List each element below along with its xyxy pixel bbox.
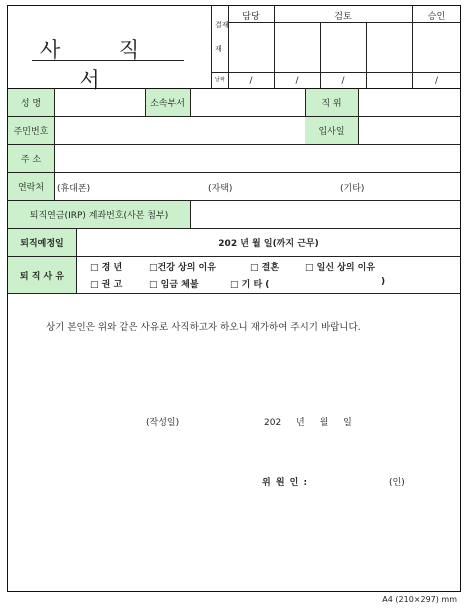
approval-col-3: 승인 (427, 11, 446, 22)
reason-other-close-paren: ) (381, 277, 386, 287)
paper-size-footer: A4 (210×297) mm (382, 595, 457, 604)
reason-checkbox-recommendation[interactable]: □ 권 고 (90, 280, 123, 290)
approval-col-1: 담당 (242, 11, 260, 22)
approval-date-slash[interactable]: / (249, 75, 253, 86)
reason-checkbox-personal[interactable]: □ 일신 상의 이유 (305, 263, 376, 273)
address-input[interactable] (55, 145, 460, 172)
written-date-label: (작성일) (146, 418, 180, 428)
position-label: 직 위 (305, 89, 358, 116)
pension-account-input[interactable] (191, 201, 460, 228)
resident-number-input[interactable] (55, 117, 305, 144)
reason-label: 퇴 직 사 유 (8, 257, 76, 293)
join-date-label: 입사일 (305, 117, 358, 144)
seal-mark: (인) (389, 478, 405, 488)
title-underline (32, 60, 184, 61)
contact-mobile[interactable]: (휴대폰) (57, 184, 91, 194)
reason-checkbox-aging[interactable]: □ 경 년 (90, 263, 123, 273)
reason-checkbox-other[interactable]: □ 기 타 ( (230, 280, 270, 290)
name-label: 성 명 (8, 89, 54, 116)
contact-label: 연락처 (8, 173, 54, 200)
applicant-name-input[interactable] (322, 470, 382, 488)
approval-date-slash[interactable]: / (341, 75, 345, 86)
approval-date-slash[interactable]: / (295, 75, 299, 86)
resident-number-label: 주민번호 (8, 117, 54, 144)
approval-col-2: 검토 (334, 11, 352, 22)
planned-date-value[interactable]: 202 년 월 일(까지 근무) (218, 239, 319, 249)
contact-other[interactable]: (기타) (340, 184, 365, 194)
applicant-label: 위 원 인 : (262, 478, 309, 488)
address-label: 주 소 (8, 145, 54, 172)
approval-date-slash[interactable]: / (434, 75, 439, 86)
department-input[interactable] (191, 89, 305, 116)
approval-side-label-2: 재 (215, 45, 222, 53)
reason-checkbox-unpaid-wages[interactable]: □ 임금 체불 (149, 280, 199, 290)
approval-date-label: 날짜 (215, 77, 225, 83)
reason-checkbox-health[interactable]: □건강 상의 이유 (149, 263, 216, 273)
reason-checkbox-marriage[interactable]: □ 결혼 (250, 263, 280, 273)
join-date-input[interactable] (359, 117, 460, 144)
contact-home[interactable]: (자택) (208, 184, 233, 194)
planned-date-label: 퇴직예정일 (8, 229, 76, 256)
approval-side-label: 결재 (215, 21, 229, 29)
pension-account-label: 퇴직연금(IRP) 계좌번호(사본 첨부) (8, 201, 190, 228)
approval-left-border (211, 6, 212, 88)
written-date-value[interactable]: 202 년 월 일 (264, 418, 352, 428)
position-input[interactable] (359, 89, 460, 116)
department-label: 소속부서 (145, 89, 190, 116)
statement-text: 상기 본인은 위와 같은 사유로 사직하고자 하오니 재가하여 주시기 바랍니다. (46, 322, 361, 333)
name-input[interactable] (55, 89, 145, 116)
document-title: 사 직 서 (39, 38, 166, 92)
